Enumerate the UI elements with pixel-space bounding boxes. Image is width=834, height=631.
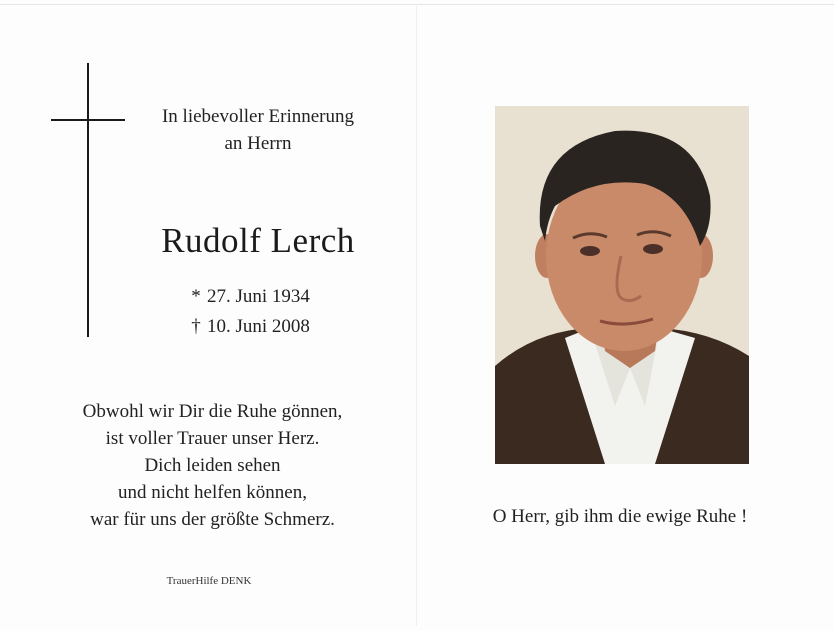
verse-line: Obwohl wir Dir die Ruhe gönnen, (82, 401, 343, 422)
birth-date: 27. Juni 1934 (207, 286, 310, 307)
card-top-edge (0, 4, 834, 5)
death-row (185, 312, 385, 342)
cross-horizontal-bar (51, 119, 125, 121)
birth-star-icon: * (191, 286, 201, 307)
card-fold (416, 6, 417, 626)
memorial-verse (40, 398, 385, 533)
birth-row (185, 282, 385, 312)
funeral-home-imprint: TrauerHilfe DENK (166, 575, 252, 587)
prayer-text: O Herr, gib ihm die ewige Ruhe ! (492, 506, 748, 527)
life-dates (185, 282, 385, 342)
intro-line-2: an Herrn (224, 133, 292, 154)
verse-line: ist voller Trauer unser Herz. (105, 428, 320, 449)
verse-line: war für uns der größte Schmerz. (90, 509, 335, 530)
intro-line-1: In liebevoller Erinnerung (161, 106, 355, 127)
portrait-illustration (495, 106, 749, 464)
cross-vertical-bar (87, 63, 89, 337)
verse-line: Dich leiden sehen (144, 455, 281, 476)
death-dagger-icon: † (191, 316, 201, 337)
death-date: 10. Juni 2008 (207, 316, 310, 337)
verse-line: und nicht helfen können, (118, 482, 307, 503)
memorial-intro (140, 103, 376, 157)
deceased-name: Rudolf Lerch (161, 221, 355, 260)
portrait-photo (495, 106, 749, 464)
